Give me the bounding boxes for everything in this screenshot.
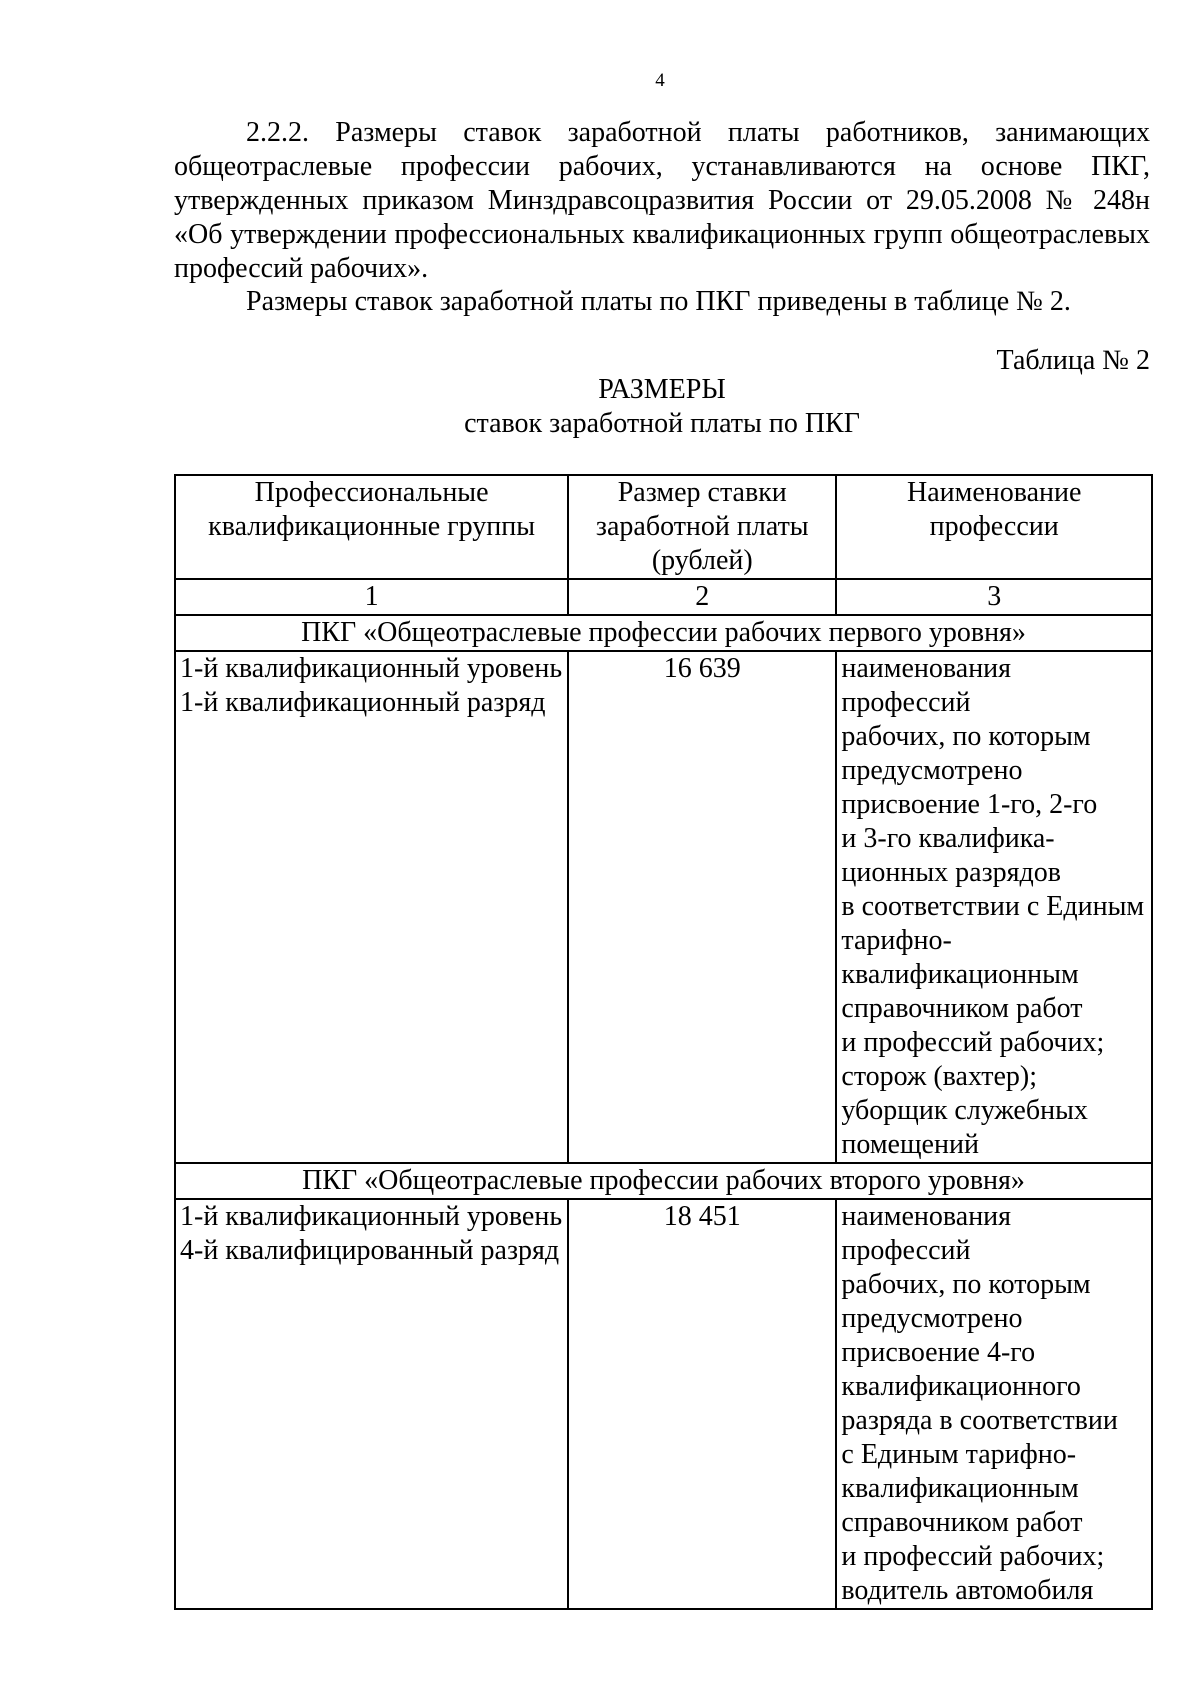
header-groups: Профессиональные квалификационные группы (175, 475, 568, 579)
table-row (175, 651, 1152, 1163)
section-title-row (175, 615, 1152, 651)
table-title: РАЗМЕРЫ (598, 374, 726, 405)
column-number: 2 (568, 579, 836, 615)
section-title-row (175, 1163, 1152, 1199)
paragraph-table-reference: Размеры ставок заработной платы по ПКГ приведены в таблице № 2. (246, 286, 1071, 317)
salary-rate: 16 639 (568, 651, 836, 1163)
column-number: 3 (836, 579, 1152, 615)
header-rate: Размер ставки заработной платы (рублей) (568, 475, 836, 579)
profession-names: наименования профессий рабочих, по которым предусмотрено присвоение 4-го квалификационного разряда в соответствии с Единым тарифно- квалификационным справочником работ и профессий рабочих; водитель автомобиля (836, 1199, 1152, 1609)
paragraph-2-2-2: 2.2.2. Размеры ставок заработной платы работников, занимающих общеотраслевые профессии рабочих, устанавливаются на основе ПКГ, утвержденных приказом Минздравсоцразвития России от 29.05.2008 № 248н «Об утверждении профессиональных квалификационных групп общеотраслевых профессий рабочих». (174, 117, 1150, 284)
table-row (175, 1199, 1152, 1609)
table-header-row (175, 475, 1152, 579)
table-subtitle: ставок заработной платы по ПКГ (464, 408, 860, 439)
section-title-level-1: ПКГ «Общеотраслевые профессии рабочих первого уровня» (175, 615, 1152, 651)
salary-table (174, 474, 1153, 1610)
qualification-group: 1-й квалификационный уровень 4-й квалифицированный разряд (175, 1199, 568, 1609)
header-profession: Наименование профессии (836, 475, 1152, 579)
column-number-row (175, 579, 1152, 615)
salary-rate: 18 451 (568, 1199, 836, 1609)
page-number: 4 (655, 70, 665, 91)
column-number: 1 (175, 579, 568, 615)
profession-names: наименования профессий рабочих, по которым предусмотрено присвоение 1-го, 2-го и 3-го квалифика- ционных разрядов в соответствии с Единым тарифно- квалификационным справочником работ и профессий рабочих; сторож (вахтер); уборщик служебных помещений (836, 651, 1152, 1163)
table-number: Таблица № 2 (996, 345, 1150, 376)
qualification-group: 1-й квалификационный уровень 1-й квалификационный разряд (175, 651, 568, 1163)
section-title-level-2: ПКГ «Общеотраслевые профессии рабочих второго уровня» (175, 1163, 1152, 1199)
table-heading (174, 373, 1150, 441)
